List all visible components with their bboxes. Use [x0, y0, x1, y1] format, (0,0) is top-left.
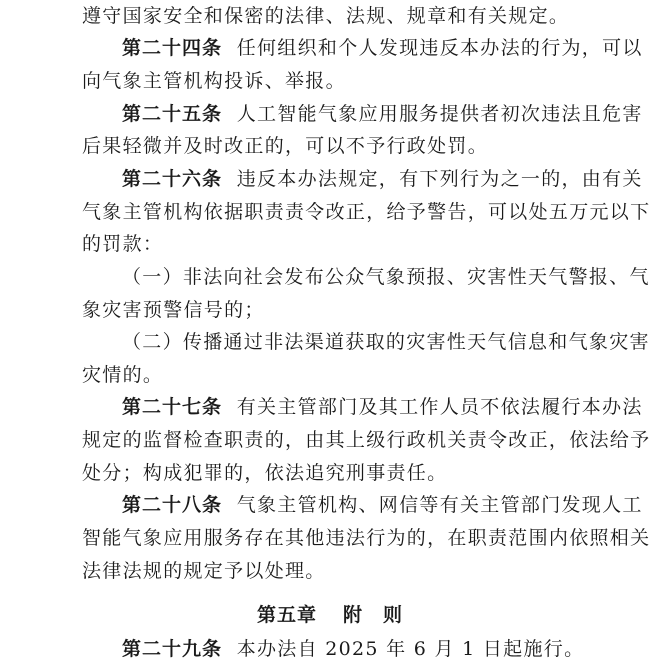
chapter-heading — [0, 603, 660, 627]
article-26-line — [122, 167, 643, 191]
article-number: 第二十九条 — [122, 638, 223, 660]
line-text: （二）传播通过非法渠道获取的灾害性天气信息和气象灾害 — [122, 331, 650, 353]
list-item-line — [122, 265, 650, 289]
article-24-line — [122, 36, 643, 60]
line-text: 气象主管机构、网信等有关主管部门发现人工 — [236, 494, 643, 516]
line-text: 法律法规的规定予以处理。 — [82, 560, 326, 582]
paragraph-line — [82, 461, 582, 485]
article-number: 第二十五条 — [122, 103, 223, 125]
paragraph-line — [82, 526, 651, 550]
line-text: 本办法自 2025 年 6 月 1 日起施行。 — [236, 638, 585, 660]
line-text: （一）非法向社会发布公众气象预报、灾害性天气警报、气 — [122, 266, 650, 288]
line-text: 人工智能气象应用服务提供者初次违法且危害 — [236, 103, 643, 125]
line-text: 向气象主管机构投诉、举报。 — [82, 70, 346, 92]
article-number: 第二十七条 — [122, 396, 223, 418]
article-number: 第二十八条 — [122, 494, 223, 516]
article-number: 第二十六条 — [122, 168, 223, 190]
line-text: 违反本办法规定，有下列行为之一的，由有关 — [236, 168, 643, 190]
line-text: 气象主管机构依据职责责令改正，给予警告，可以处五万元以下 — [82, 201, 651, 223]
line-text: 处分；构成犯罪的，依法追究刑事责任。 — [82, 462, 448, 484]
paragraph-line — [82, 4, 582, 28]
paragraph-line — [82, 200, 651, 224]
chapter-number: 第五章 — [256, 604, 317, 626]
line-text: 任何组织和个人发现违反本办法的行为，可以 — [236, 37, 643, 59]
article-27-line — [122, 395, 643, 419]
line-text: 有关主管部门及其工作人员不依法履行本办法 — [236, 396, 643, 418]
line-text: 后果轻微并及时改正的，可以不予行政处罚。 — [82, 135, 489, 157]
line-text: 象灾害预警信号的； — [82, 299, 265, 321]
line-text: 灾情的。 — [82, 364, 164, 386]
list-item-line — [122, 330, 650, 354]
paragraph-line — [82, 298, 582, 322]
paragraph-line — [82, 559, 582, 583]
chapter-title: 附 则 — [343, 604, 404, 626]
article-28-line — [122, 493, 643, 517]
article-25-line — [122, 102, 643, 126]
line-text: 规定的监督检查职责的，由其上级行政机关责令改正，依法给予 — [82, 429, 651, 451]
article-number: 第二十四条 — [122, 37, 223, 59]
paragraph-line — [82, 363, 582, 387]
line-text: 智能气象应用服务存在其他违法行为的，在职责范围内依照相关 — [82, 527, 651, 549]
line-text: 的罚款： — [82, 233, 164, 255]
line-text: 遵守国家安全和保密的法律、法规、规章和有关规定。 — [82, 5, 570, 27]
paragraph-line — [82, 69, 582, 93]
paragraph-line — [82, 134, 582, 158]
article-29-line — [122, 637, 585, 661]
paragraph-line — [82, 232, 582, 256]
paragraph-line — [82, 428, 651, 452]
